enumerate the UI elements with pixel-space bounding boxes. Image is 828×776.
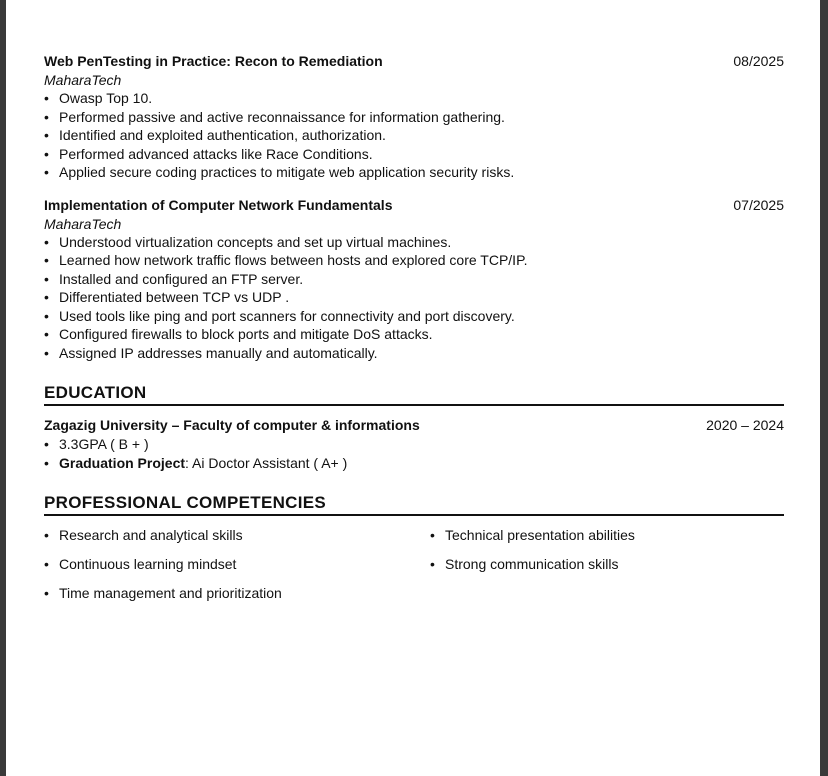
- education-years: 2020 – 2024: [706, 417, 784, 433]
- school-name: Zagazig University – Faculty of computer & informations: [44, 417, 420, 433]
- gpa: 3.3GPA ( B + ): [59, 436, 149, 452]
- bullet-icon: •: [44, 344, 49, 361]
- bullet-icon: •: [44, 90, 49, 106]
- bullet-item: • Owasp Top 10.: [44, 90, 153, 106]
- bullet-item: • Learned how network traffic flows between hosts and explored core TCP/IP.: [44, 252, 528, 268]
- competencies-grid: [44, 526, 784, 603]
- entry-bullet-list: [44, 89, 784, 182]
- education-section: [44, 382, 784, 472]
- competencies-section: [44, 492, 784, 603]
- bullet-icon: •: [44, 556, 49, 572]
- bullet-item: • Understood virtualization concepts and set up virtual machines.: [44, 233, 452, 250]
- bullet-icon: •: [430, 556, 435, 572]
- entry-header: [44, 196, 784, 215]
- bullet-icon: •: [44, 326, 49, 342]
- entry-organization: MaharaTech: [44, 72, 122, 88]
- bullet-icon: •: [44, 454, 49, 471]
- bullet-item: • Installed and configured an FTP server.: [44, 270, 304, 287]
- resume-content: [44, 52, 784, 603]
- entry-date: 08/2025: [733, 53, 784, 69]
- bullet-icon: •: [44, 252, 49, 268]
- entry-date: 07/2025: [733, 196, 784, 213]
- bullet-icon: •: [44, 307, 49, 324]
- bullet-item: [44, 435, 784, 454]
- bullet-item: • Identified and exploited authentication, authorization.: [44, 127, 386, 143]
- bullet-item: • Performed passive and active reconnaissance for information gathering.: [44, 108, 505, 125]
- competency-item: • Strong communication skills: [430, 556, 619, 572]
- competency-item: • Continuous learning mindset: [44, 556, 237, 572]
- project-label: Graduation Project: [59, 454, 186, 471]
- entry-header: [44, 52, 784, 71]
- bullet-item: • Applied secure coding practices to mitigate web application security risks.: [44, 164, 515, 180]
- education-bullet-list: [44, 435, 784, 472]
- bullet-icon: •: [44, 585, 49, 601]
- section-heading: PROFESSIONAL COMPETENCIES: [44, 492, 784, 516]
- resume-page: [6, 0, 820, 776]
- bullet-icon: •: [44, 233, 49, 250]
- bullet-item: • Used tools like ping and port scanners for connectivity and port discovery.: [44, 307, 515, 324]
- entry-title: Web PenTesting in Practice: Recon to Remediation: [44, 53, 383, 69]
- competency-item: • Technical presentation abilities: [430, 527, 635, 543]
- entry-title: Implementation of Computer Network Fundamentals: [44, 196, 393, 213]
- bullet-icon: •: [44, 164, 49, 180]
- entry-organization: MaharaTech: [44, 215, 122, 232]
- bullet-item: [44, 454, 784, 473]
- bullet-item: • Configured firewalls to block ports and mitigate DoS attacks.: [44, 326, 433, 342]
- bullet-icon: •: [44, 289, 49, 305]
- bullet-item: • Performed advanced attacks like Race Conditions.: [44, 145, 373, 162]
- bullet-icon: •: [44, 527, 49, 543]
- bullet-icon: •: [44, 436, 49, 452]
- competency-item: • Time management and prioritization: [44, 585, 282, 601]
- bullet-icon: •: [44, 108, 49, 125]
- bullet-icon: •: [430, 527, 435, 543]
- bullet-icon: •: [44, 270, 49, 287]
- competency-item: • Research and analytical skills: [44, 527, 243, 543]
- experience-entry: [44, 52, 784, 182]
- bullet-icon: •: [44, 145, 49, 162]
- experience-entry: [44, 196, 784, 363]
- entry-bullet-list: [44, 233, 784, 363]
- section-heading: EDUCATION: [44, 382, 784, 406]
- project-value: : Ai Doctor Assistant ( A+ ): [185, 454, 348, 471]
- bullet-icon: •: [44, 127, 49, 143]
- education-header: [44, 416, 784, 435]
- bullet-item: • Assigned IP addresses manually and automatically.: [44, 344, 378, 361]
- bullet-item: • Differentiated between TCP vs UDP .: [44, 289, 290, 305]
